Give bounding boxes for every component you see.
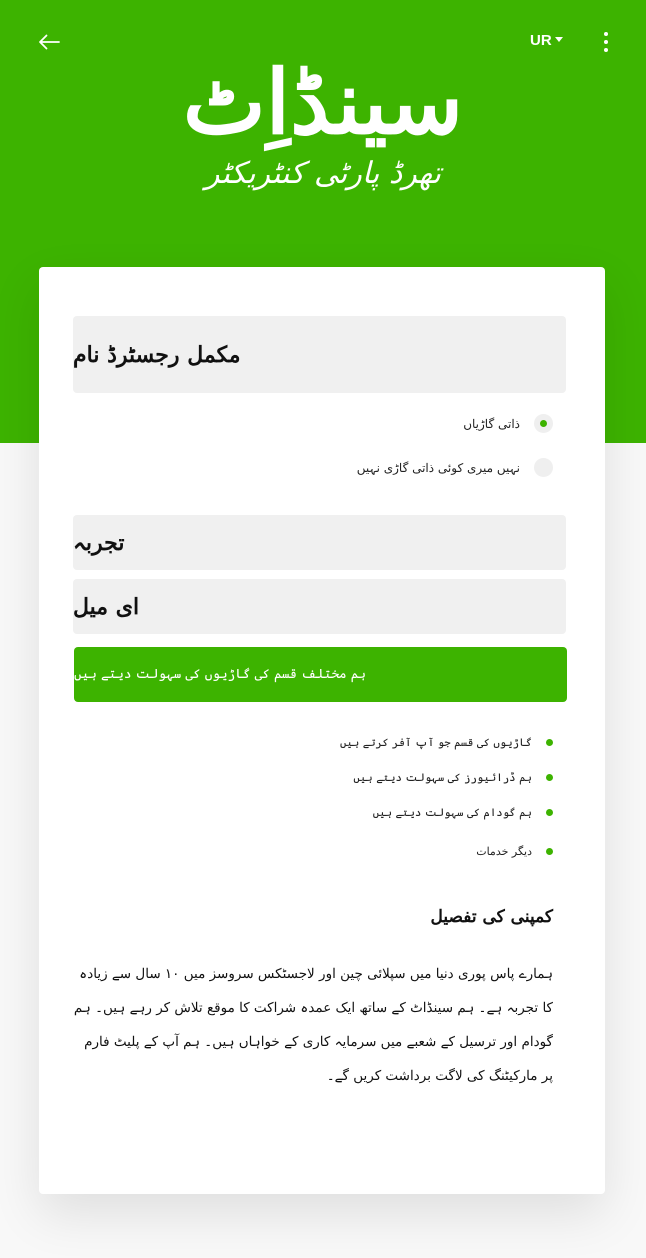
brand-logo [0, 42, 646, 194]
radio-no-vehicle[interactable] [357, 458, 553, 477]
brand-subtitle: تھرڈ پارٹی کنٹریکٹر [205, 156, 441, 191]
list-item: گاڑیوں کی قسم جو آپ آفر کرتے ہیں [340, 725, 553, 760]
list-item: ہم گودام کی سہولت دیتے ہیں [340, 795, 553, 830]
radio-label: نہیں میری کوئی ذاتی گاڑی نہیں [356, 460, 520, 475]
bullet-icon [546, 809, 553, 816]
bullet-icon [546, 848, 553, 855]
email-input[interactable] [73, 579, 566, 634]
list-item: دیگر خدمات [340, 834, 553, 869]
registration-card [39, 267, 605, 1194]
radio-label: ذاتی گاڑیاں [463, 416, 520, 431]
bullet-icon [546, 739, 553, 746]
company-details-text: ہمارے پاس پوری دنیا میں سپلائی چین اور لاجسٹکس سروسز میں ۱۰ سال سے زیادہ کا تجربہ ہے۔ ہم سینڈاٹ کے ساتھ ایک عمدہ شراکت کا موقع تلاش کر رہے ہیں۔ ہم گودام اور ترسیل کے شعبے میں سرمایہ کاری کے خواہاں ہیں۔ ہم آپ کے پلیٹ فارم پر مارکیٹنگ کی لاگت برداشت کریں گے۔ [73, 966, 553, 1084]
radio-dot-icon [540, 420, 547, 427]
bullet-icon [546, 774, 553, 781]
vehicle-types-button-label: ہم مختلف قسم کی گاڑیوں کی سہولت دیتے ہیں [74, 667, 367, 682]
experience-input[interactable] [73, 515, 566, 570]
services-list [340, 725, 553, 869]
radio-own-vehicles[interactable] [463, 414, 553, 433]
full-name-placeholder: مکمل رجسٹرڈ نام [73, 341, 241, 368]
experience-placeholder: تجربہ [73, 529, 125, 556]
radio-button[interactable] [534, 458, 553, 477]
more-vertical-icon [604, 32, 608, 36]
full-name-input[interactable] [73, 316, 566, 393]
email-placeholder: ای میل [73, 593, 140, 620]
vehicle-types-button[interactable] [74, 647, 567, 702]
company-details-heading: کمپنی کی تفصیل [430, 907, 553, 927]
caret-down-icon [555, 37, 563, 42]
list-item: ہم ڈرائیورز کی سہولت دیتے ہیں [340, 760, 553, 795]
radio-button-selected[interactable] [534, 414, 553, 433]
brand-title: سینڈاِٹ [182, 50, 464, 154]
language-label: UR [530, 31, 552, 49]
